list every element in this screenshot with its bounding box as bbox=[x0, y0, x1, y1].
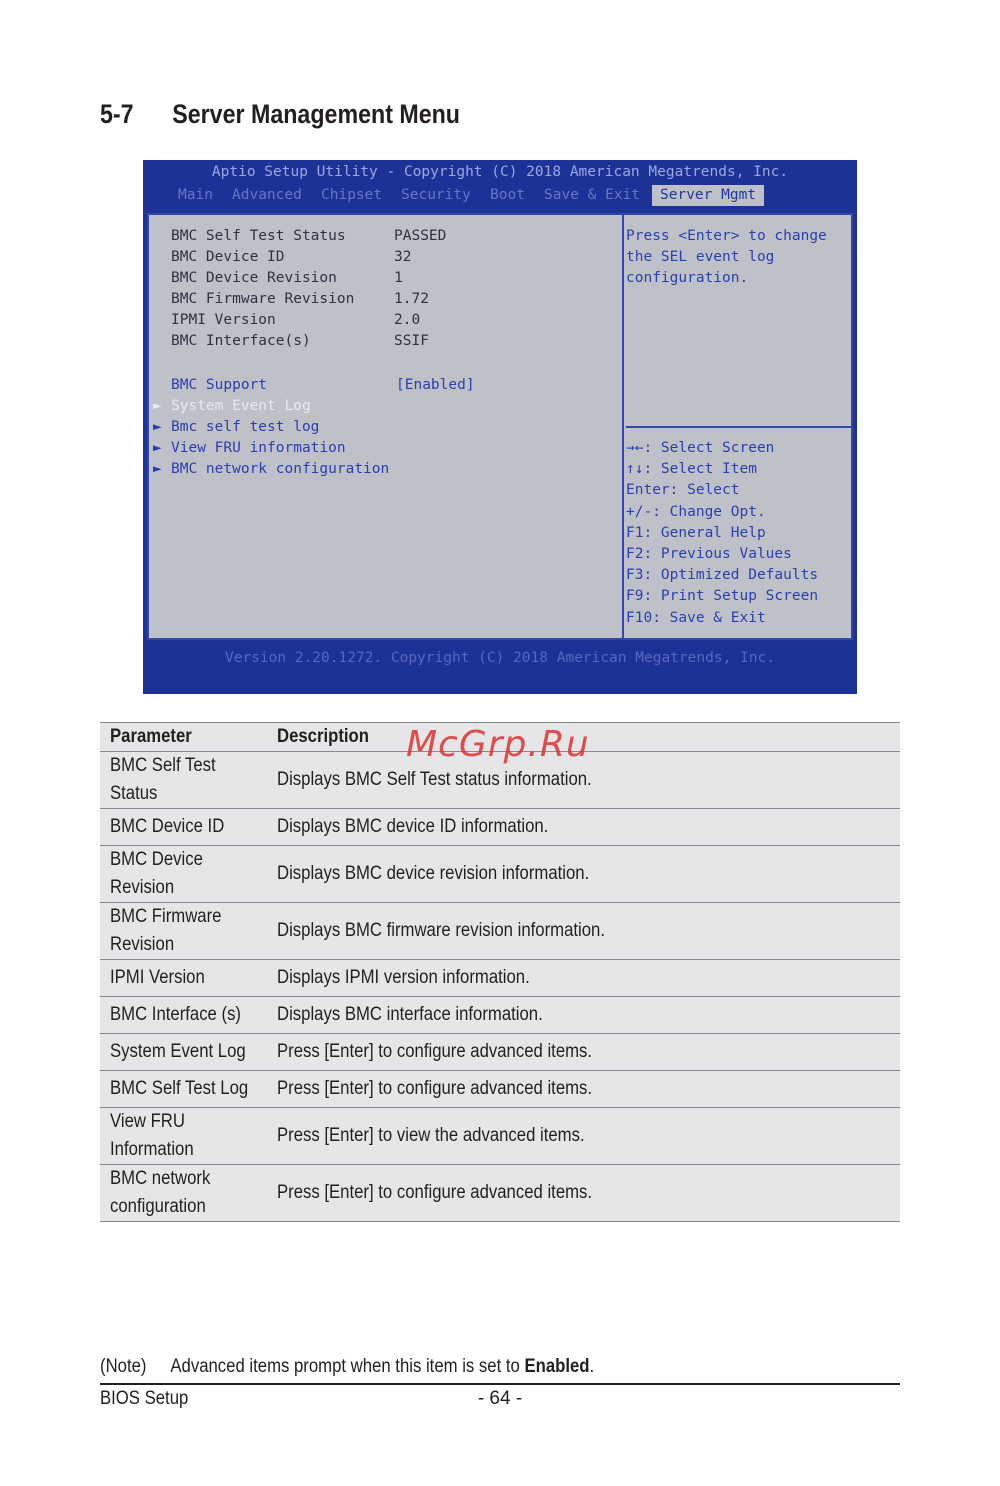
section-title: Server Management Menu bbox=[172, 99, 461, 129]
key-f2: F2: Previous Values bbox=[626, 546, 792, 563]
table-row: BMC network configuration Press [Enter] to configure advanced items. bbox=[100, 1165, 900, 1222]
tab-security[interactable]: Security bbox=[401, 187, 471, 203]
key-f10: F10: Save & Exit bbox=[626, 609, 766, 626]
arrow-right-icon: ► bbox=[153, 440, 162, 456]
header-description: Description bbox=[277, 726, 370, 747]
table-row: View FRU Information Press [Enter] to view the advanced items. bbox=[100, 1108, 900, 1165]
parameter-table bbox=[100, 722, 900, 1222]
note-tag: (Note) bbox=[100, 1356, 147, 1377]
menu-item-bmc-network[interactable]: ► BMC network configuration bbox=[153, 459, 389, 480]
note-emphasis: Enabled bbox=[524, 1356, 590, 1377]
bios-version-footer: Version 2.20.1272. Copyright (C) 2018 American Megatrends, Inc. bbox=[225, 650, 775, 666]
bios-tab-bar bbox=[143, 185, 857, 206]
table-row: BMC Device Revision Displays BMC device revision information. bbox=[100, 846, 900, 903]
table-row: BMC Self Test Log Press [Enter] to configure advanced items. bbox=[100, 1071, 900, 1108]
arrow-right-icon: ► bbox=[153, 419, 162, 435]
menu-item-view-fru[interactable]: ► View FRU information bbox=[153, 438, 346, 459]
key-f3: F3: Optimized Defaults bbox=[626, 567, 819, 584]
tab-advanced[interactable]: Advanced bbox=[232, 187, 302, 203]
help-description: Press <Enter> to change the SEL event log configuration. bbox=[626, 228, 827, 286]
header-parameter: Parameter bbox=[110, 726, 192, 747]
menu-item-bmc-self-test-log[interactable]: ► Bmc self test log bbox=[153, 417, 319, 438]
help-separator bbox=[626, 426, 851, 428]
footer-rule bbox=[100, 1383, 900, 1385]
arrow-right-icon: ► bbox=[153, 461, 162, 477]
key-change-opt: +/-: Change Opt. bbox=[626, 503, 766, 520]
info-row-device-revision: BMC Device Revision 1 bbox=[171, 270, 403, 286]
bios-main-panel bbox=[147, 213, 853, 640]
key-enter: Enter: Select bbox=[626, 482, 740, 499]
tab-boot[interactable]: Boot bbox=[490, 187, 525, 203]
bios-screenshot bbox=[143, 160, 857, 694]
info-row-firmware-revision: BMC Firmware Revision 1.72 bbox=[171, 291, 429, 307]
info-row-ipmi-version: IPMI Version 2.0 bbox=[171, 312, 421, 328]
footer-section-name: BIOS Setup bbox=[100, 1388, 189, 1409]
note-text: Advanced items prompt when this item is set to bbox=[170, 1356, 525, 1377]
key-legend bbox=[626, 438, 818, 629]
table-row: BMC Interface (s) Displays BMC interface information. bbox=[100, 997, 900, 1034]
key-select-screen: →←: Select Screen bbox=[626, 440, 775, 456]
table-row: System Event Log Press [Enter] to configure advanced items. bbox=[100, 1034, 900, 1071]
panel-divider bbox=[622, 215, 624, 638]
tab-server-mgmt[interactable]: Server Mgmt bbox=[652, 185, 764, 206]
tab-chipset[interactable]: Chipset bbox=[321, 187, 383, 203]
tab-save-exit[interactable]: Save & Exit bbox=[544, 187, 641, 203]
bios-title-bar: Aptio Setup Utility - Copyright (C) 2018 American Megatrends, Inc. bbox=[211, 164, 789, 180]
bmc-support-value[interactable]: [Enabled] bbox=[396, 377, 475, 393]
bmc-support-option[interactable]: BMC Support [Enabled] bbox=[171, 375, 267, 396]
table-row: BMC Device ID Displays BMC device ID information. bbox=[100, 809, 900, 846]
table-row: BMC Firmware Revision Displays BMC firmware revision information. bbox=[100, 903, 900, 960]
note: (Note) Advanced items prompt when this item is set to Enabled. bbox=[100, 1356, 595, 1377]
key-f9: F9: Print Setup Screen bbox=[626, 588, 819, 605]
arrow-right-icon: ► bbox=[153, 398, 162, 414]
page-number: - 64 - bbox=[477, 1388, 523, 1409]
key-select-item: ↑↓: Select Item bbox=[626, 461, 757, 478]
menu-item-system-event-log[interactable]: ► System Event Log bbox=[153, 396, 311, 417]
watermark: McGrp.Ru bbox=[406, 724, 590, 765]
table-row: BMC Self Test Status Displays BMC Self Test status information. bbox=[100, 752, 900, 809]
info-row-self-test-status: BMC Self Test Status PASSED bbox=[171, 228, 447, 244]
info-row-device-id: BMC Device ID 32 bbox=[171, 249, 412, 265]
tab-main[interactable]: Main bbox=[178, 187, 213, 203]
key-f1: F1: General Help bbox=[626, 524, 766, 541]
table-row: IPMI Version Displays IPMI version information. bbox=[100, 960, 900, 997]
info-row-interfaces: BMC Interface(s) SSIF bbox=[171, 333, 429, 349]
section-heading bbox=[100, 99, 460, 130]
section-number: 5-7 bbox=[100, 99, 134, 129]
